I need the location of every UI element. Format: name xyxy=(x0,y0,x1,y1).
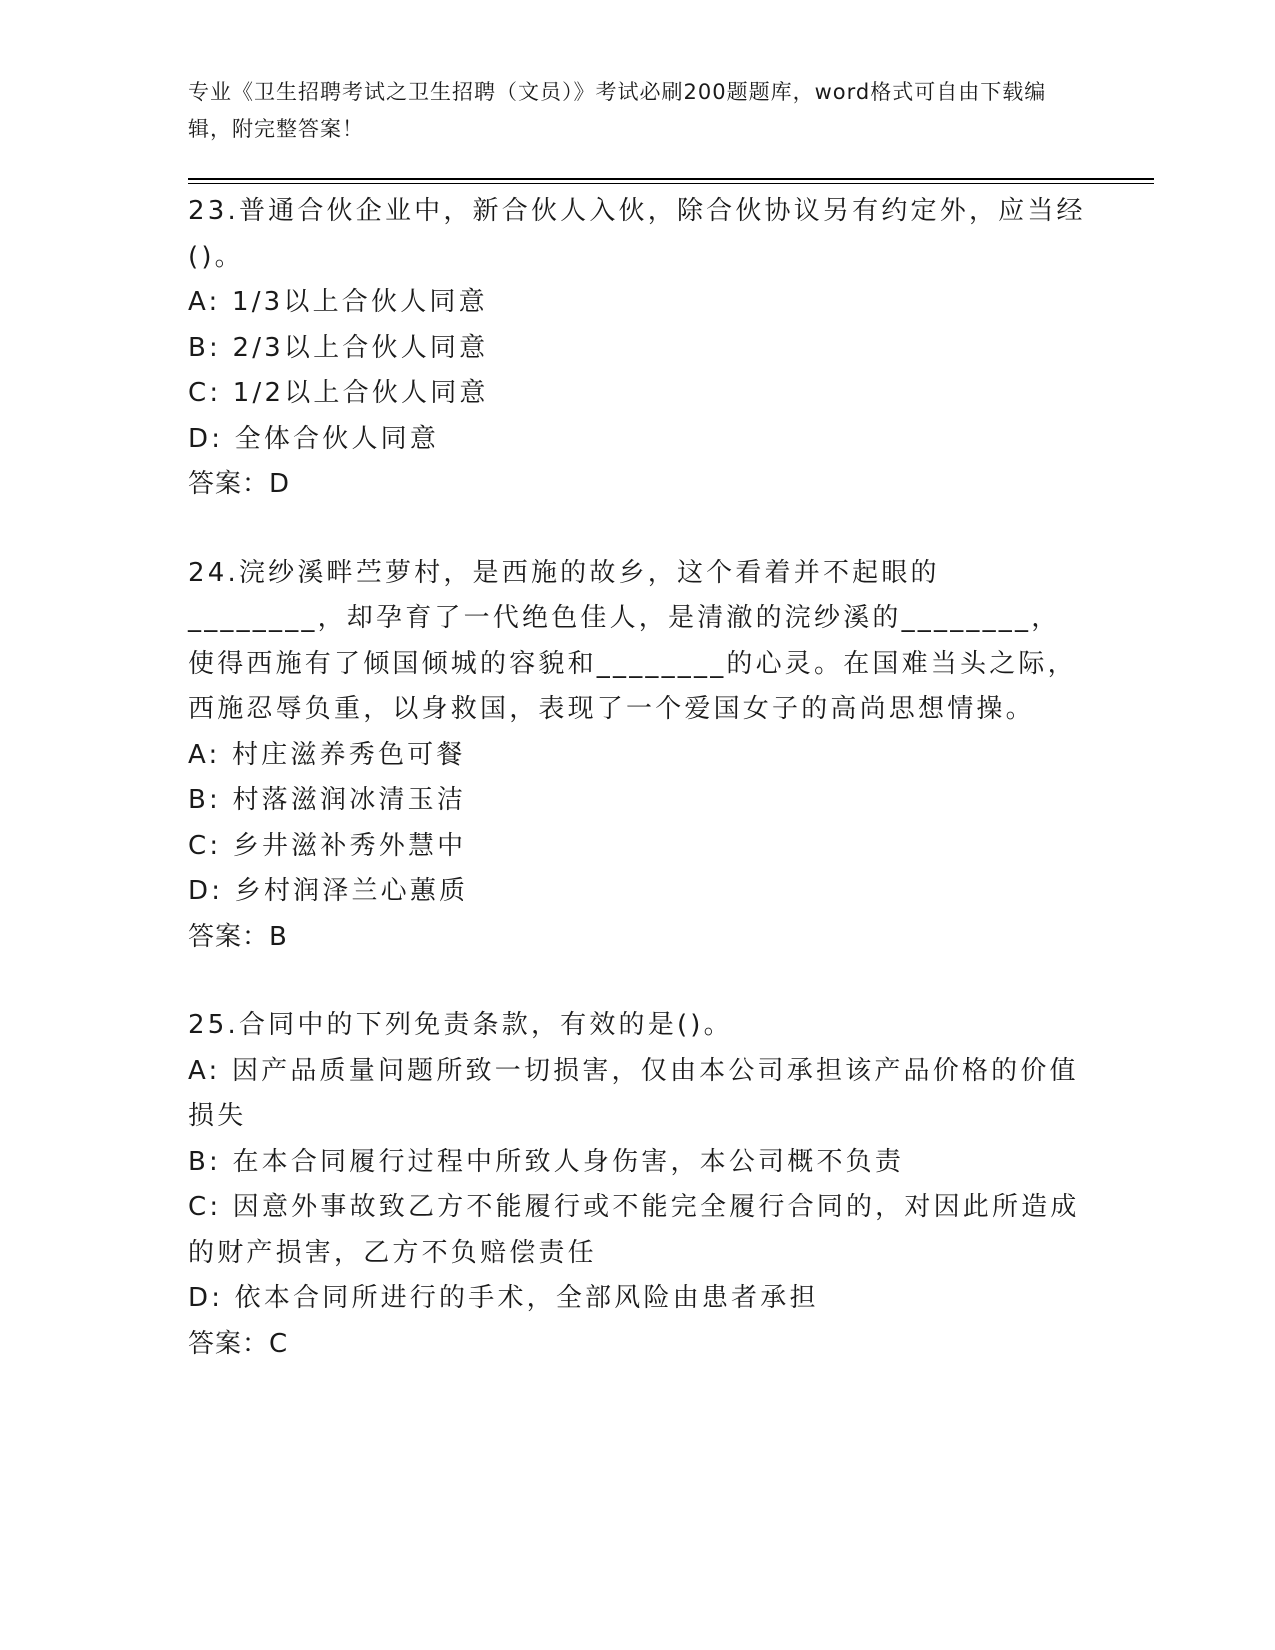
question-23 xyxy=(188,189,1088,508)
option-c: C: 1/2以上合伙人同意 xyxy=(188,378,489,408)
answer-line: 答案：B xyxy=(188,921,288,952)
option-a: A: 因产品质量问题所致一切损害，仅由本公司承担该产品价格的价值损失 xyxy=(188,1055,1079,1131)
question-stem: 25.合同中的下列免责条款，有效的是()。 xyxy=(188,1010,733,1040)
option-d: D: 乡村润泽兰心蕙质 xyxy=(188,876,469,906)
answer-line: 答案：C xyxy=(188,1328,289,1359)
question-25 xyxy=(188,1003,1088,1367)
option-b: B: 2/3以上合伙人同意 xyxy=(188,332,489,363)
question-24 xyxy=(188,551,1088,961)
answer-line: 答案：D xyxy=(188,469,291,499)
option-c: C: 因意外事故致乙方不能履行或不能完全履行合同的，对因此所造成的财产损害，乙方不负赔偿责任 xyxy=(188,1192,1080,1268)
option-b: B: 村落滋润冰清玉洁 xyxy=(188,785,467,815)
option-b: B: 在本合同履行过程中所致人身伤害，本公司概不负责 xyxy=(188,1146,905,1177)
option-a: A: 1/3以上合伙人同意 xyxy=(188,287,488,317)
header-divider-thick xyxy=(188,178,1154,180)
option-c: C: 乡井滋补秀外慧中 xyxy=(188,830,467,861)
question-stem: 24.浣纱溪畔苎萝村，是西施的故乡，这个看着并不起眼的________，却孕育了一代绝色佳人，是清澈的浣纱溪的________，使得西施有了倾国倾城的容貌和________的心灵。在国难当头之际，西施忍辱负重，以身救国，表现了一个爱国女子的高尚思想情操。 xyxy=(188,557,1077,724)
document-header: 专业《卫生招聘考试之卫生招聘（文员）》考试必刷200题题库，word格式可自由下载编辑，附完整答案！ xyxy=(188,80,1047,141)
option-d: D: 依本合同所进行的手术，全部风险由患者承担 xyxy=(188,1283,819,1313)
question-list xyxy=(188,189,1088,1410)
question-stem: 23.普通合伙企业中，新合伙人入伙，除合伙协议另有约定外，应当经()。 xyxy=(188,196,1086,272)
option-a: A: 村庄滋养秀色可餐 xyxy=(188,739,466,770)
header-divider-thin xyxy=(188,183,1154,184)
option-d: D: 全体合伙人同意 xyxy=(188,423,440,454)
